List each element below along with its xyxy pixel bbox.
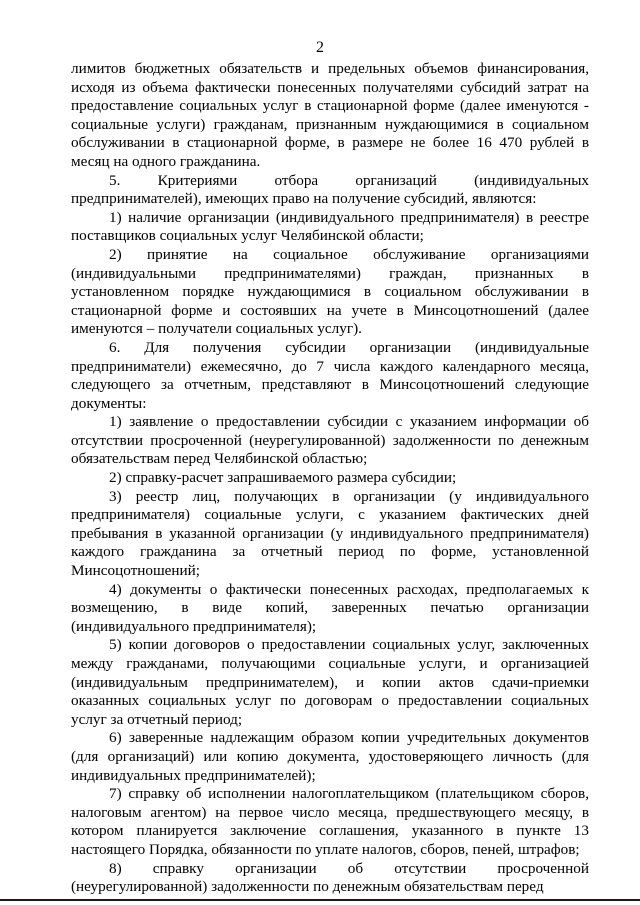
paragraph-doc-5: 5) копии договоров о предоставлении социальных услуг, заключенных между гражданами, получающими социальные услуги, и организацией (индивидуальным предпринимателем), и копии актов сдачи-приемки оказанных социальных услуг по договорам о предоставлении социальных услуг за отчетный период; bbox=[71, 636, 589, 728]
paragraph-doc-1: 1) заявление о предоставлении субсидии с указанием информации об отсутствии просроченной (неурегулированной) задолженности по денежным обязательствам перед Челябинской областью; bbox=[71, 413, 589, 468]
paragraph-sub-2: 2) принятие на социальное обслуживание организациями (индивидуальными предпринимателями) граждан, признанных в установленном порядке нуждающимися в социальном обслуживании в стационарной форме и состоявших на учете в Минсоцотношений (далее именуются – получатели социальных услуг). bbox=[71, 245, 589, 338]
paragraph-doc-7: 7) справку об исполнении налогоплательщиком (плательщиком сборов, налоговым агентом) на первое число месяца, предшествующего месяцу, в котором планируется заключение соглашения, указанного в пункте 13 настоящего Порядка, обязанности по уплате налогов, сборов, пеней, штрафов; bbox=[71, 785, 589, 858]
document-body bbox=[71, 60, 589, 897]
paragraph-item-5: 5. Критериями отбора организаций (индивидуальных предпринимателей), имеющих право на получение субсидий, являются: bbox=[71, 171, 589, 208]
scan-edge-line bbox=[0, 899, 640, 901]
paragraph-doc-3: 3) реестр лиц, получающих в организации (у индивидуального предпринимателя) социальные услуги, с указанием фактических дней пребывания в указанной организации (у индивидуального предпринимателя) каждого гражданина за отчетный период по форме, установленной Минсоцотношений; bbox=[71, 487, 589, 580]
paragraph-doc-4: 4) документы о фактически понесенных расходах, предполагаемых к возмещению, в виде копий, заверенных печатью организации (индивидуального предпринимателя); bbox=[71, 580, 589, 635]
page-number: 2 bbox=[316, 39, 324, 56]
paragraph-doc-2: 2) справку-расчет запрашиваемого размера субсидии; bbox=[109, 469, 457, 487]
paragraph-doc-8: 8) справку организации об отсутствии просроченной (неурегулированной) задолженности по денежным обязательствам перед bbox=[71, 859, 589, 896]
paragraph-item-6: 6. Для получения субсидии организации (индивидуальные предприниматели) ежемесячно, до 7 числа каждого календарного месяца, следующего за отчетным, представляют в Минсоцотношений следующие документы: bbox=[71, 338, 589, 412]
paragraph-sub-1: 1) наличие организации (индивидуального предпринимателя) в реестре поставщиков социальных услуг Челябинской области; bbox=[71, 208, 589, 245]
paragraph-continuation: лимитов бюджетных обязательств и предельных объемов финансирования, исходя из объема фактически понесенных получателями субсидий затрат на предоставление социальных услуг в стационарной форме (далее именуются - социальные услуги) гражданам, признанным нуждающимися в социальном обслуживании в стационарной форме, в размере не более 16 470 рублей в месяц на одного гражданина. bbox=[71, 60, 589, 170]
paragraph-doc-6: 6) заверенные надлежащим образом копии учредительных документов (для организаций) или копию документа, удостоверяющего личность (для индивидуальных предпринимателей); bbox=[71, 729, 589, 784]
